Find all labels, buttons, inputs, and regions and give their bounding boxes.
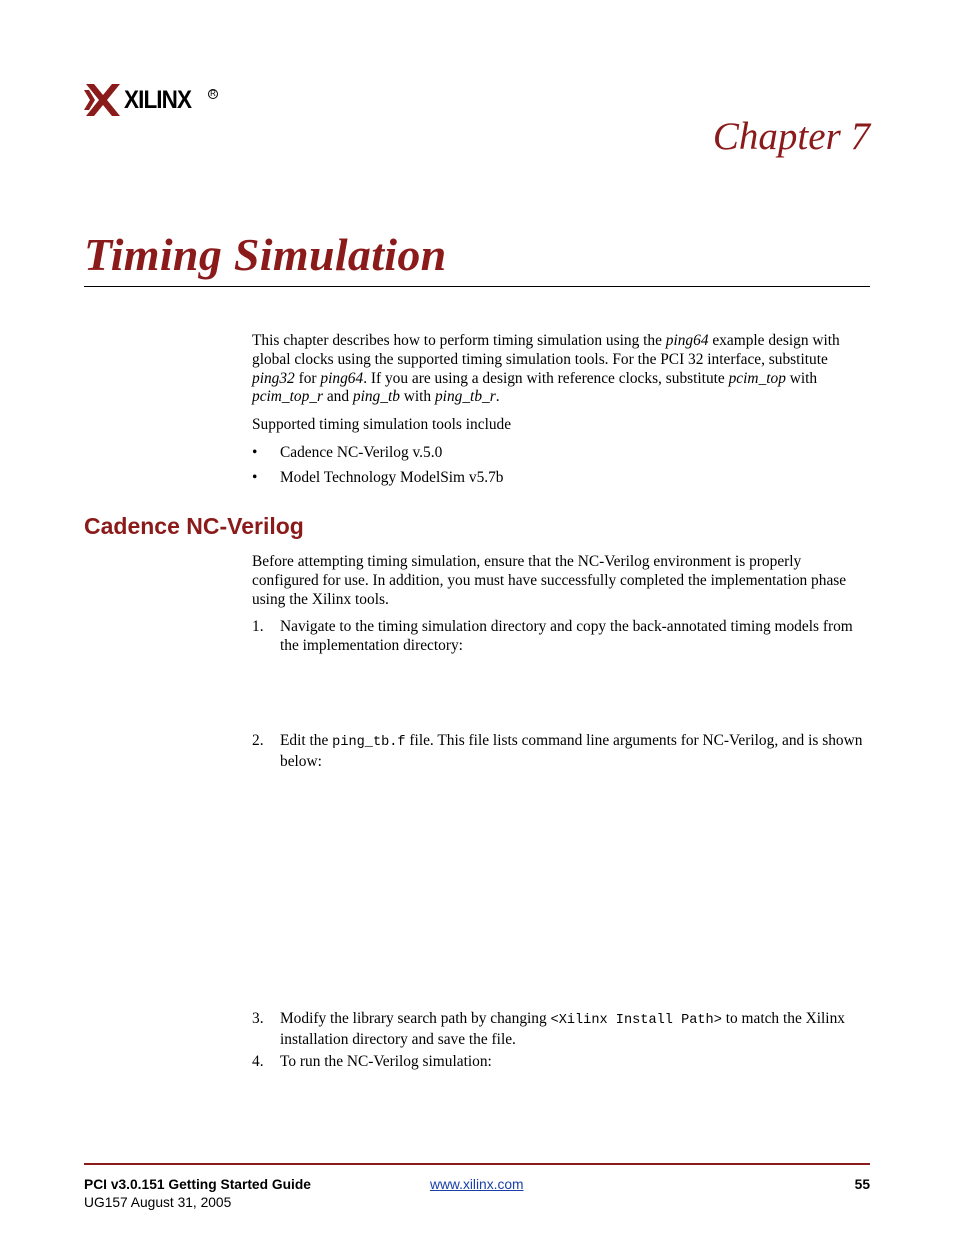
xilinx-logo: [84, 80, 224, 120]
step-text: Modify the library search path by changing <Xilinx Install Path> to match the Xilinx installation directory and save the file.: [280, 1010, 845, 1048]
chapter-label: Chapter 7: [712, 115, 870, 158]
footer-website-link[interactable]: www.xilinx.com: [430, 1177, 524, 1192]
registered-mark: R: [208, 89, 218, 99]
footer-doc-id: UG157 August 31, 2005: [84, 1195, 232, 1210]
list-item-text: Cadence NC-Verilog v.5.0: [280, 444, 443, 461]
title-divider: [84, 286, 870, 287]
step-text: To run the NC-Verilog simulation:: [280, 1053, 492, 1070]
chapter-title: Timing Simulation: [84, 229, 447, 280]
section-heading: Cadence NC-Verilog: [84, 513, 304, 539]
page-number: 55: [854, 1177, 870, 1192]
footer-divider: [84, 1163, 870, 1165]
tools-intro-text: Supported timing simulation tools include: [252, 416, 512, 433]
list-item-text: Model Technology ModelSim v5.7b: [280, 469, 504, 486]
logo-wordmark: XILINX: [124, 86, 192, 114]
xilinx-logo-icon: [84, 82, 122, 118]
bullet-marker: •: [252, 444, 258, 461]
step-number: 1.: [252, 618, 264, 635]
step-number: 3.: [252, 1010, 264, 1027]
step-text: Edit the ping_tb.f file. This file lists command line arguments for NC-Verilog, and is shown below:: [280, 732, 863, 770]
footer-guide-title: PCI v3.0.151 Getting Started Guide: [84, 1177, 311, 1192]
code-filename: ping_tb.f: [332, 735, 406, 750]
step-number: 4.: [252, 1053, 264, 1070]
bullet-marker: •: [252, 469, 258, 486]
intro-paragraph: This chapter describes how to perform timing simulation using the ping64 example design with global clocks using the supported timing simulation tools. For the PCI 32 interface, substitute ping32 for ping64. If you are using a design with reference clocks, substitute pcim_top with pcim_top_r and ping_tb with ping_tb_r.: [252, 332, 840, 406]
step-number: 2.: [252, 732, 264, 749]
section-paragraph: Before attempting timing simulation, ensure that the NC-Verilog environment is properly configured for use. In addition, you must have successfully completed the implementation phase using the Xilinx tools.: [252, 553, 847, 608]
code-path: <Xilinx Install Path>: [550, 1013, 722, 1028]
step-text: Navigate to the timing simulation directory and copy the back-annotated timing models from the implementation directory:: [280, 618, 853, 654]
